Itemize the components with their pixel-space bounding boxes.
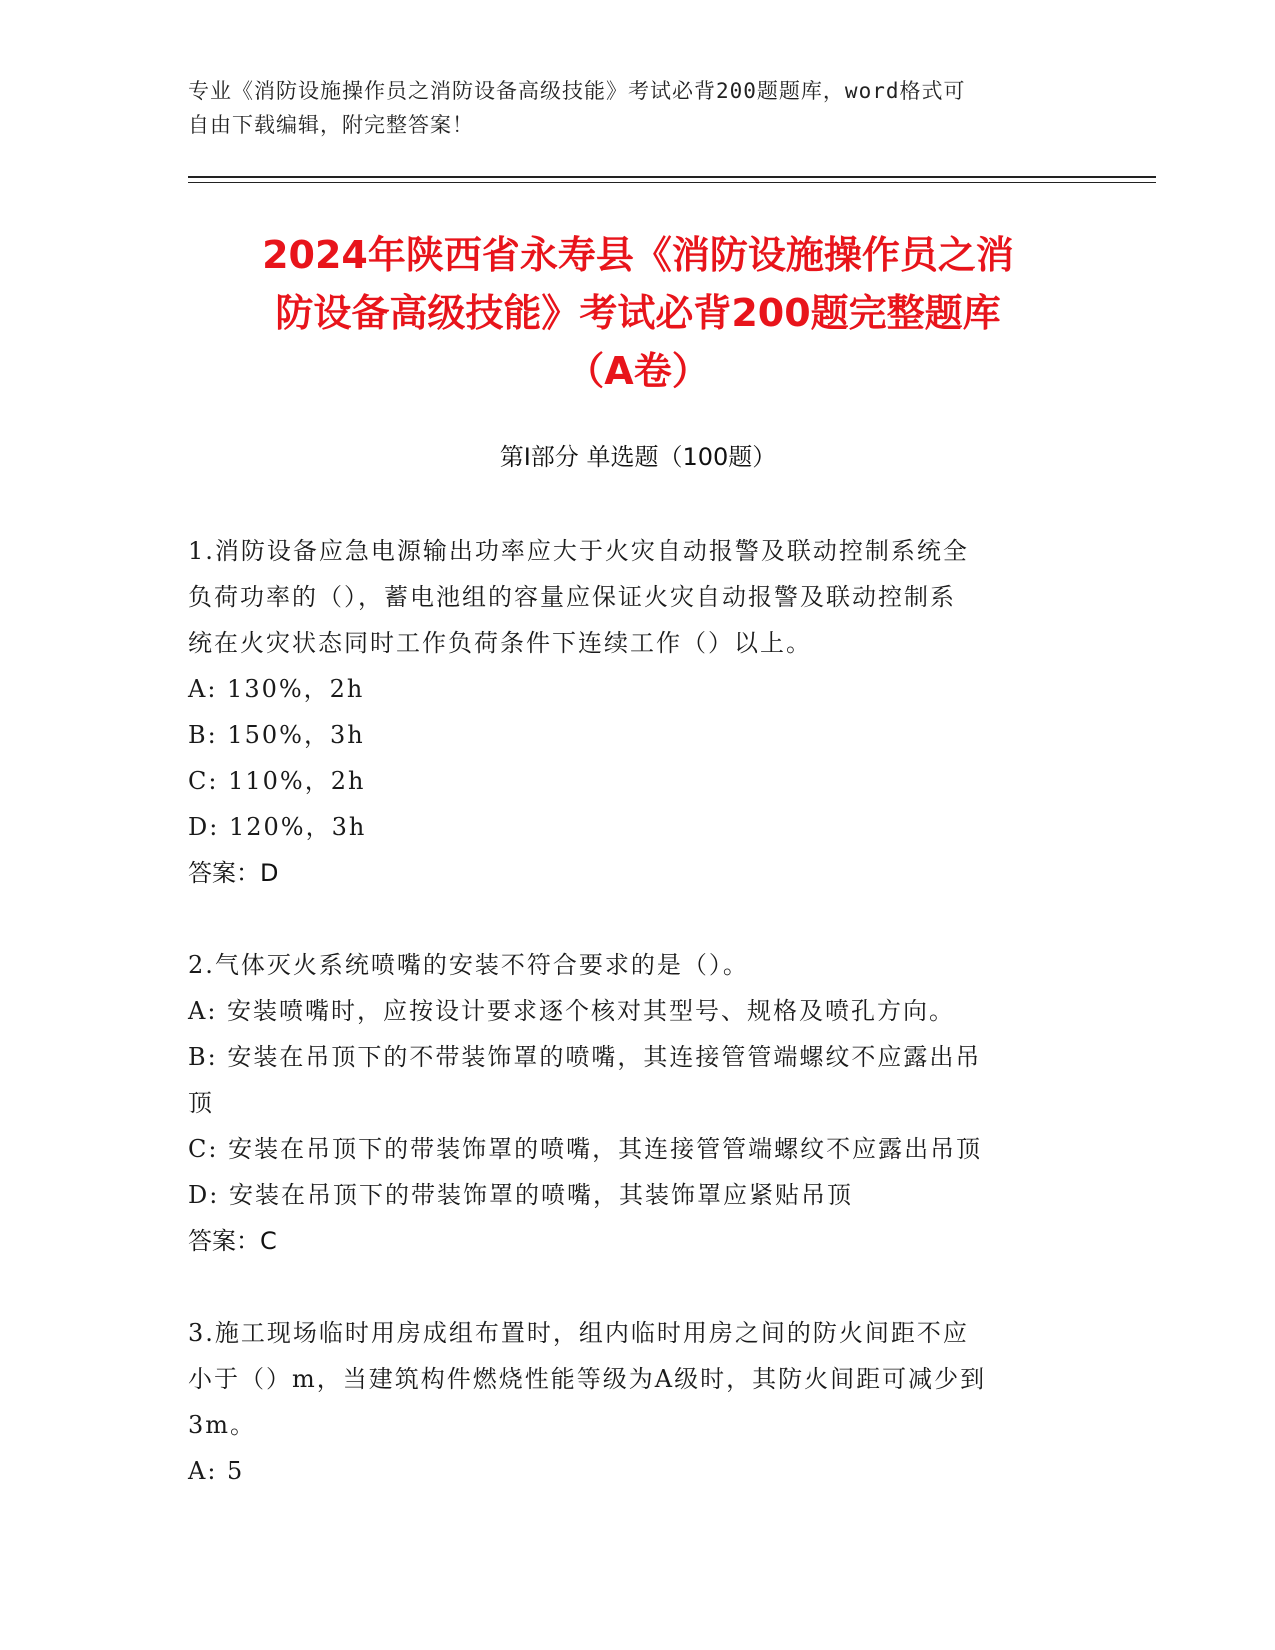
section-heading: 第I部分 单选题（100题） [499, 443, 777, 471]
title-line: 防设备高级技能》考试必背200题完整题库 [275, 291, 1001, 335]
document-title [188, 226, 1088, 400]
question-stem-line: 小于（）m，当建筑构件燃烧性能等级为A级时，其防火间距可减少到 [188, 1365, 987, 1393]
question-stem-line: 3.施工现场临时用房成组布置时，组内临时用房之间的防火间距不应 [188, 1319, 969, 1347]
answer: 答案：C [188, 1227, 277, 1255]
question-2 [188, 942, 1078, 1264]
option-c: C: 安装在吊顶下的带装饰罩的喷嘴，其连接管管端螺纹不应露出吊顶 [188, 1135, 983, 1163]
title-line: 2024年陕西省永寿县《消防设施操作员之消 [262, 233, 1014, 277]
question-1 [188, 528, 1078, 896]
option-c: C: 110%，2h [188, 767, 366, 795]
option-b: B: 安装在吊顶下的不带装饰罩的喷嘴，其连接管管端螺纹不应露出吊 [188, 1043, 982, 1071]
header-note-line: 专业《消防设施操作员之消防设备高级技能》考试必背200题题库，word格式可 [188, 79, 966, 103]
header-note [188, 74, 1068, 142]
option-d: D: 120%，3h [188, 813, 367, 841]
answer: 答案：D [188, 859, 279, 887]
question-list [188, 528, 1078, 1540]
header-divider-thick [188, 176, 1156, 178]
question-stem-line: 2.气体灭火系统喷嘴的安装不符合要求的是（）。 [188, 951, 749, 979]
question-3 [188, 1310, 1078, 1494]
option-b: B: 150%，3h [188, 721, 365, 749]
option-b-continued: 顶 [188, 1089, 214, 1117]
question-stem-line: 1.消防设备应急电源输出功率应大于火灾自动报警及联动控制系统全 [188, 537, 969, 565]
header-divider-thin [188, 182, 1156, 183]
title-line: （A卷） [566, 349, 710, 393]
option-a: A: 5 [188, 1457, 245, 1485]
option-a: A: 130%，2h [188, 675, 365, 703]
option-a: A: 安装喷嘴时，应按设计要求逐个核对其型号、规格及喷孔方向。 [188, 997, 956, 1025]
question-stem-line: 负荷功率的（），蓄电池组的容量应保证火灾自动报警及联动控制系 [188, 583, 956, 611]
question-stem-line: 3m。 [188, 1411, 257, 1439]
question-stem-line: 统在火灾状态同时工作负荷条件下连续工作（）以上。 [188, 629, 812, 657]
header-note-line: 自由下载编辑，附完整答案！ [188, 113, 474, 137]
option-d: D: 安装在吊顶下的带装饰罩的喷嘴，其装饰罩应紧贴吊顶 [188, 1181, 853, 1209]
